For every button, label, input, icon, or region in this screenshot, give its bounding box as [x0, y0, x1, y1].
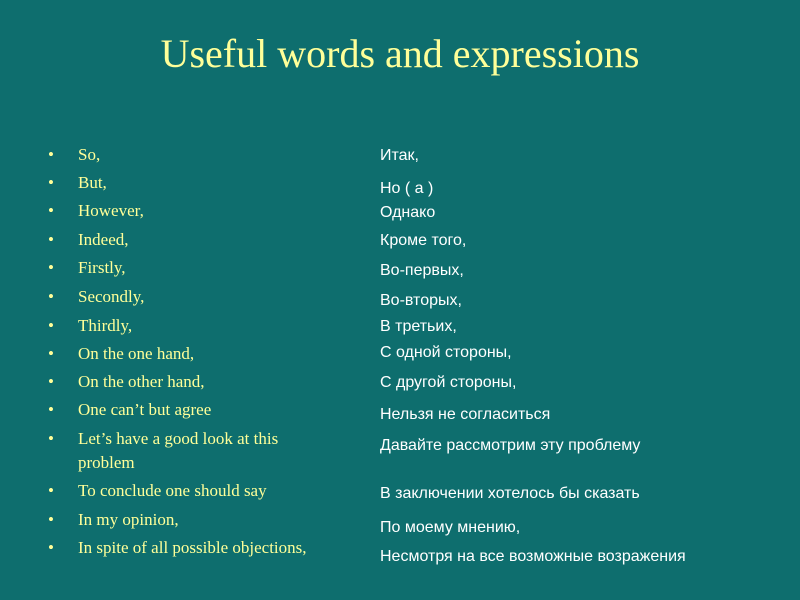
russian-translation: Нельзя не согласиться [380, 406, 551, 423]
english-expression: Firstly, [78, 258, 126, 277]
bullet-icon: • [48, 429, 54, 448]
bullet-icon: • [48, 344, 54, 363]
english-expression: Secondly, [78, 287, 145, 306]
bullet-icon: • [48, 316, 54, 335]
list-item [48, 228, 358, 252]
english-expression: On the other hand, [78, 372, 205, 391]
slide-title: Useful words and expressions [160, 31, 640, 76]
russian-translation: Однако [380, 204, 436, 221]
english-expression: In spite of all possible objections, [78, 538, 307, 557]
list-item [48, 199, 358, 223]
bullet-icon: • [48, 258, 54, 277]
russian-translation: С другой стороны, [380, 374, 517, 391]
list-item [48, 171, 358, 195]
russian-translation: Во-первых, [380, 262, 464, 279]
bullet-icon: • [48, 400, 54, 419]
english-expression: On the one hand, [78, 344, 195, 363]
english-expression: So, [78, 145, 101, 164]
english-expression: In my opinion, [78, 510, 179, 529]
bullet-icon: • [48, 510, 54, 529]
bullet-icon: • [48, 287, 54, 306]
russian-translation: С одной стороны, [380, 344, 512, 361]
bullet-icon: • [48, 538, 54, 557]
russian-translation: Давайте рассмотрим эту проблему [380, 437, 641, 454]
english-expression: Thirdly, [78, 316, 133, 335]
russian-translation: В третьих, [380, 318, 457, 335]
bullet-icon: • [48, 481, 54, 500]
english-expression: Indeed, [78, 230, 129, 249]
list-item [48, 427, 358, 475]
russian-translation: В заключении хотелось бы сказать [380, 485, 640, 502]
list-item [48, 398, 358, 422]
russian-translation: Но ( а ) [380, 180, 434, 197]
list-item [48, 508, 358, 532]
bullet-icon: • [48, 230, 54, 249]
russian-translation: Несмотря на все возможные возражения [380, 548, 686, 565]
russian-translation: По моему мнению, [380, 519, 521, 536]
russian-translation: Кроме того, [380, 232, 467, 249]
english-expression: Let’s have a good look at this problem [78, 429, 279, 472]
russian-translation: Итак, [380, 147, 419, 164]
list-item [48, 143, 358, 167]
list-item [48, 342, 358, 366]
english-expression: One can’t but agree [78, 400, 212, 419]
list-item [48, 256, 358, 280]
list-item [48, 479, 358, 503]
list-item [48, 285, 358, 309]
list-item [48, 314, 358, 338]
english-expression: But, [78, 173, 107, 192]
english-expression: To conclude one should say [78, 481, 267, 500]
list-item [48, 370, 358, 394]
english-expression: However, [78, 201, 144, 220]
bullet-icon: • [48, 372, 54, 391]
bullet-icon: • [48, 201, 54, 220]
russian-translation: Во-вторых, [380, 292, 462, 309]
bullet-icon: • [48, 173, 54, 192]
bullet-icon: • [48, 145, 54, 164]
list-item [48, 536, 358, 560]
